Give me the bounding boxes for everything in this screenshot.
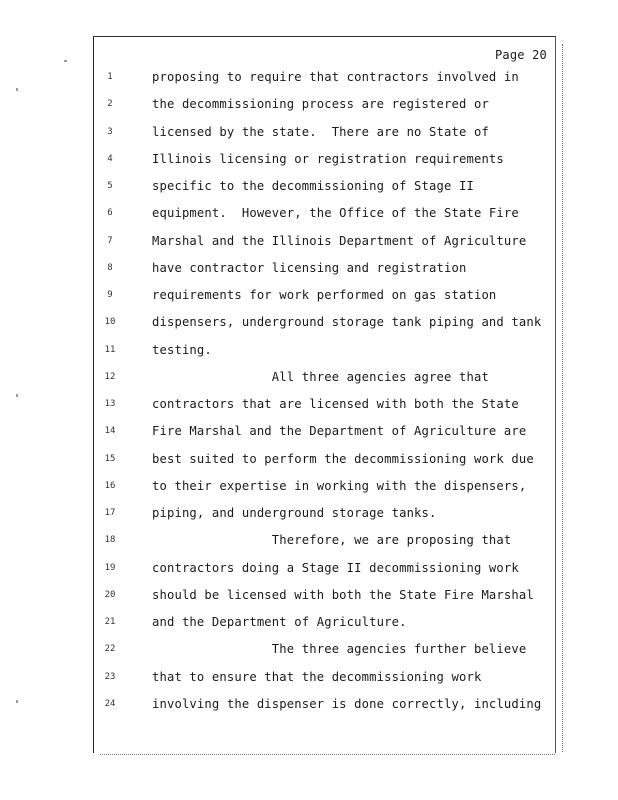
transcript-line bbox=[0, 588, 618, 608]
line-number: 20 bbox=[104, 589, 116, 600]
line-text: the decommissioning process are registered or bbox=[152, 97, 489, 112]
line-text: dispensers, underground storage tank piping and tank bbox=[152, 315, 542, 330]
line-text: contractors that are licensed with both the State bbox=[152, 397, 519, 411]
line-number: 9 bbox=[107, 290, 113, 300]
line-text: The three agencies further believe bbox=[152, 642, 527, 657]
line-number: 14 bbox=[104, 426, 116, 437]
line-number: 8 bbox=[107, 262, 113, 273]
line-text: licensed by the state. There are no State of bbox=[152, 124, 489, 139]
line-number: 5 bbox=[107, 181, 113, 191]
transcript-line bbox=[0, 97, 618, 117]
transcript-line bbox=[0, 670, 618, 690]
transcript-line bbox=[0, 397, 618, 417]
transcript-line bbox=[0, 615, 618, 635]
line-number: 19 bbox=[104, 562, 116, 573]
page-number: Page 20 bbox=[495, 48, 547, 62]
line-text: piping, and underground storage tanks. bbox=[152, 506, 437, 520]
line-number: 18 bbox=[104, 535, 116, 546]
transcript-line bbox=[0, 642, 618, 662]
line-text: Illinois licensing or registration requirements bbox=[152, 151, 504, 166]
line-number: 22 bbox=[104, 644, 116, 655]
transcript-line bbox=[0, 533, 618, 553]
transcript-line bbox=[0, 261, 618, 281]
transcript-line bbox=[0, 234, 618, 254]
line-number: 11 bbox=[104, 344, 116, 355]
line-text: requirements for work performed on gas station bbox=[152, 288, 497, 302]
transcript-line bbox=[0, 179, 618, 199]
bottom-margin-rule bbox=[100, 754, 555, 755]
line-text: Marshal and the Illinois Department of Agriculture bbox=[152, 233, 527, 248]
line-text: All three agencies agree that bbox=[152, 369, 489, 384]
line-text: involving the dispenser is done correctly, including bbox=[152, 696, 542, 711]
transcript-line bbox=[0, 697, 618, 717]
line-number: 23 bbox=[104, 671, 116, 682]
transcript-line bbox=[0, 561, 618, 581]
line-text: Therefore, we are proposing that bbox=[152, 533, 512, 548]
transcript-line bbox=[0, 315, 618, 335]
transcript-line bbox=[0, 506, 618, 526]
transcript-line bbox=[0, 343, 618, 363]
line-text: to their expertise in working with the dispensers, bbox=[152, 478, 527, 493]
line-text: equipment. However, the Office of the State Fire bbox=[152, 206, 519, 221]
line-text: best suited to perform the decommissioning work due bbox=[152, 451, 534, 466]
transcript-line bbox=[0, 452, 618, 472]
line-number: 2 bbox=[107, 99, 113, 110]
line-text: proposing to require that contractors involved in bbox=[152, 70, 519, 84]
line-number: 24 bbox=[104, 698, 116, 709]
line-number: 16 bbox=[104, 480, 116, 491]
line-number: 4 bbox=[107, 153, 113, 164]
line-number: 21 bbox=[104, 617, 116, 627]
line-number: 3 bbox=[107, 126, 113, 137]
transcript-line bbox=[0, 70, 618, 90]
scan-speck bbox=[64, 60, 67, 62]
line-number: 15 bbox=[104, 453, 116, 464]
line-text: Fire Marshal and the Department of Agriculture are bbox=[152, 424, 527, 439]
line-number: 13 bbox=[104, 399, 116, 409]
line-number: 12 bbox=[104, 371, 116, 382]
transcript-line bbox=[0, 206, 618, 226]
transcript-line bbox=[0, 370, 618, 390]
line-number: 7 bbox=[107, 235, 113, 246]
line-number: 6 bbox=[107, 208, 113, 219]
transcript-line bbox=[0, 479, 618, 499]
line-number: 17 bbox=[104, 508, 116, 518]
transcript-line bbox=[0, 152, 618, 172]
transcript-line bbox=[0, 288, 618, 308]
line-text: specific to the decommissioning of Stage II bbox=[152, 179, 474, 193]
line-number: 10 bbox=[104, 317, 116, 328]
transcript-line bbox=[0, 125, 618, 145]
line-text: have contractor licensing and registration bbox=[152, 260, 467, 275]
line-text: should be licensed with both the State Fire Marshal bbox=[152, 587, 534, 602]
line-text: that to ensure that the decommissioning work bbox=[152, 669, 482, 684]
transcript-line bbox=[0, 424, 618, 444]
line-text: contractors doing a Stage II decommissioning work bbox=[152, 560, 519, 575]
line-text: testing. bbox=[152, 342, 212, 357]
line-number: 1 bbox=[107, 72, 113, 82]
line-text: and the Department of Agriculture. bbox=[152, 615, 407, 629]
